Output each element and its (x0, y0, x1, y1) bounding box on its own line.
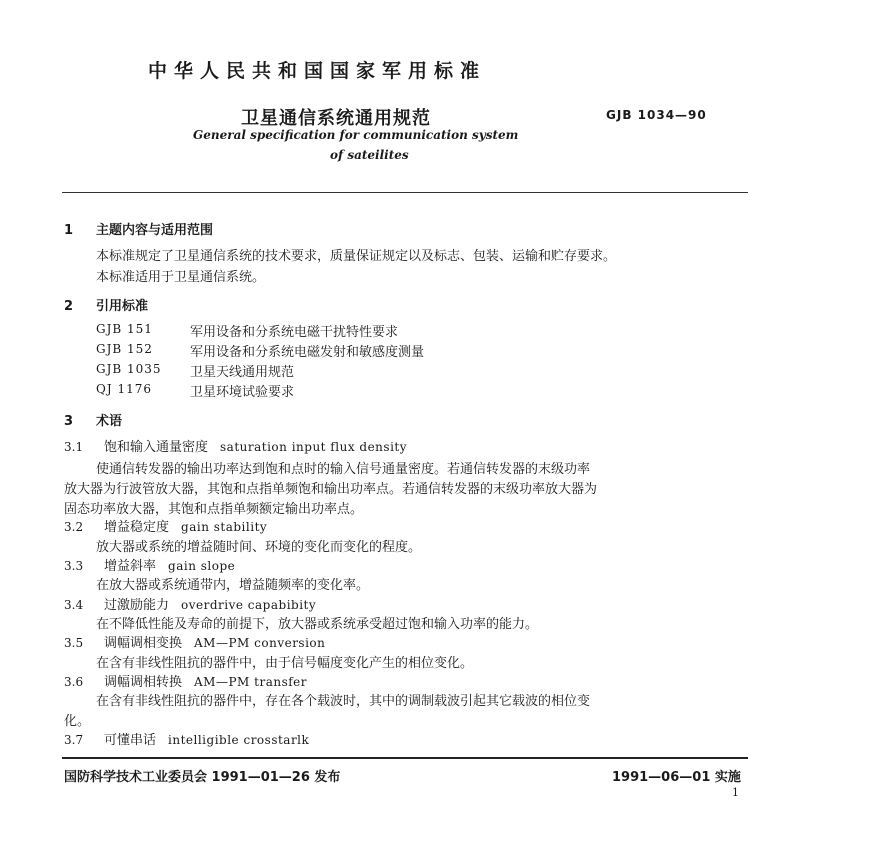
term-number: 3.4 (64, 598, 84, 612)
ref-title: 军用设备和分系统电磁干扰特性要求 (190, 325, 399, 340)
standard-title-en-line1: General specification for communication system (193, 128, 519, 142)
effective-date: 1991—06—01 实施 (612, 770, 741, 785)
term-definition-line: 放大器为行波管放大器，其饱和点指单频饱和输出功率点。若通信转发器的末级功率放大器为 (64, 482, 598, 497)
term-heading (64, 632, 325, 651)
term-en: overdrive capabibity (181, 598, 317, 612)
term-heading (64, 729, 309, 748)
section-title: 主题内容与适用范围 (96, 223, 214, 238)
ref-code: QJ 1176 (96, 382, 153, 396)
page-number: 1 (732, 786, 739, 799)
section-title: 术语 (96, 414, 123, 429)
term-cn: 过激励能力 (104, 598, 170, 613)
section-number: 1 (64, 223, 74, 238)
ref-code: GJB 1035 (96, 362, 162, 376)
term-en: AM—PM transfer (194, 675, 308, 689)
ref-code: GJB 152 (96, 342, 153, 356)
term-number: 3.2 (64, 520, 84, 534)
term-cn: 可懂串话 (104, 733, 157, 748)
term-en: intelligible crosstarlk (168, 733, 310, 747)
term-number: 3.7 (64, 733, 84, 747)
term-cn: 增益稳定度 (104, 520, 170, 535)
term-cn: 饱和输入通量密度 (104, 440, 209, 455)
term-en: AM—PM conversion (194, 636, 326, 650)
header-divider (62, 192, 748, 193)
section-1-paragraph-1: 本标准规定了卫星通信系统的技术要求，质量保证规定以及标志、包装、运输和贮存要求。 (96, 249, 617, 264)
standard-title-en-line2: of sateilites (330, 148, 409, 162)
term-en: gain slope (168, 559, 236, 573)
section-1-heading (64, 219, 213, 238)
term-heading (64, 436, 407, 455)
term-definition-line: 使通信转发器的输出功率达到饱和点时的输入信号通量密度。若通信转发器的末级功率 (96, 462, 591, 477)
term-number: 3.6 (64, 675, 84, 689)
section-2-heading (64, 295, 148, 314)
section-1-paragraph-2: 本标准适用于卫星通信系统。 (96, 270, 266, 285)
ref-code: GJB 151 (96, 322, 153, 336)
term-definition-line: 固态功率放大器，其饱和点指单频额定输出功率点。 (64, 502, 364, 517)
term-heading (64, 671, 307, 690)
ref-title: 卫星天线通用规范 (190, 365, 295, 380)
ref-title: 军用设备和分系统电磁发射和敏感度测量 (190, 345, 425, 360)
term-cn: 调幅调相转换 (104, 675, 183, 690)
term-definition-line: 在不降低性能及寿命的前提下，放大器或系统承受超过饱和输入功率的能力。 (96, 617, 539, 632)
term-cn: 增益斜率 (104, 559, 157, 574)
term-definition-line: 化。 (64, 714, 91, 729)
term-number: 3.3 (64, 559, 84, 573)
term-definition-line: 放大器或系统的增益随时间、环境的变化而变化的程度。 (96, 540, 422, 555)
issue-date: 国防科学技术工业委员会 1991—01—26 发布 (64, 770, 341, 785)
section-number: 2 (64, 299, 74, 314)
term-cn: 调幅调相变换 (104, 636, 183, 651)
section-3-heading (64, 410, 122, 429)
term-heading (64, 594, 316, 613)
term-definition-line: 在含有非线性阻抗的器件中，存在各个载波时，其中的调制载波引起其它载波的相位变 (96, 694, 591, 709)
term-definition-line: 在放大器或系统通带内，增益随频率的变化率。 (96, 578, 370, 593)
issuing-authority-heading: 中华人民共和国国家军用标准 (148, 60, 487, 82)
standard-title-cn: 卫星通信系统通用规范 (241, 108, 431, 129)
term-number: 3.5 (64, 636, 84, 650)
term-heading (64, 555, 235, 574)
ref-title: 卫星环境试验要求 (190, 385, 295, 400)
term-heading (64, 516, 267, 535)
standard-code: GJB 1034—90 (606, 108, 707, 122)
term-en: saturation input flux density (220, 440, 408, 454)
term-number: 3.1 (64, 440, 84, 454)
section-title: 引用标准 (96, 299, 149, 314)
section-number: 3 (64, 414, 74, 429)
term-en: gain stability (181, 520, 268, 534)
footer-divider (62, 757, 748, 759)
term-definition-line: 在含有非线性阻抗的器件中，由于信号幅度变化产生的相位变化。 (96, 656, 474, 671)
